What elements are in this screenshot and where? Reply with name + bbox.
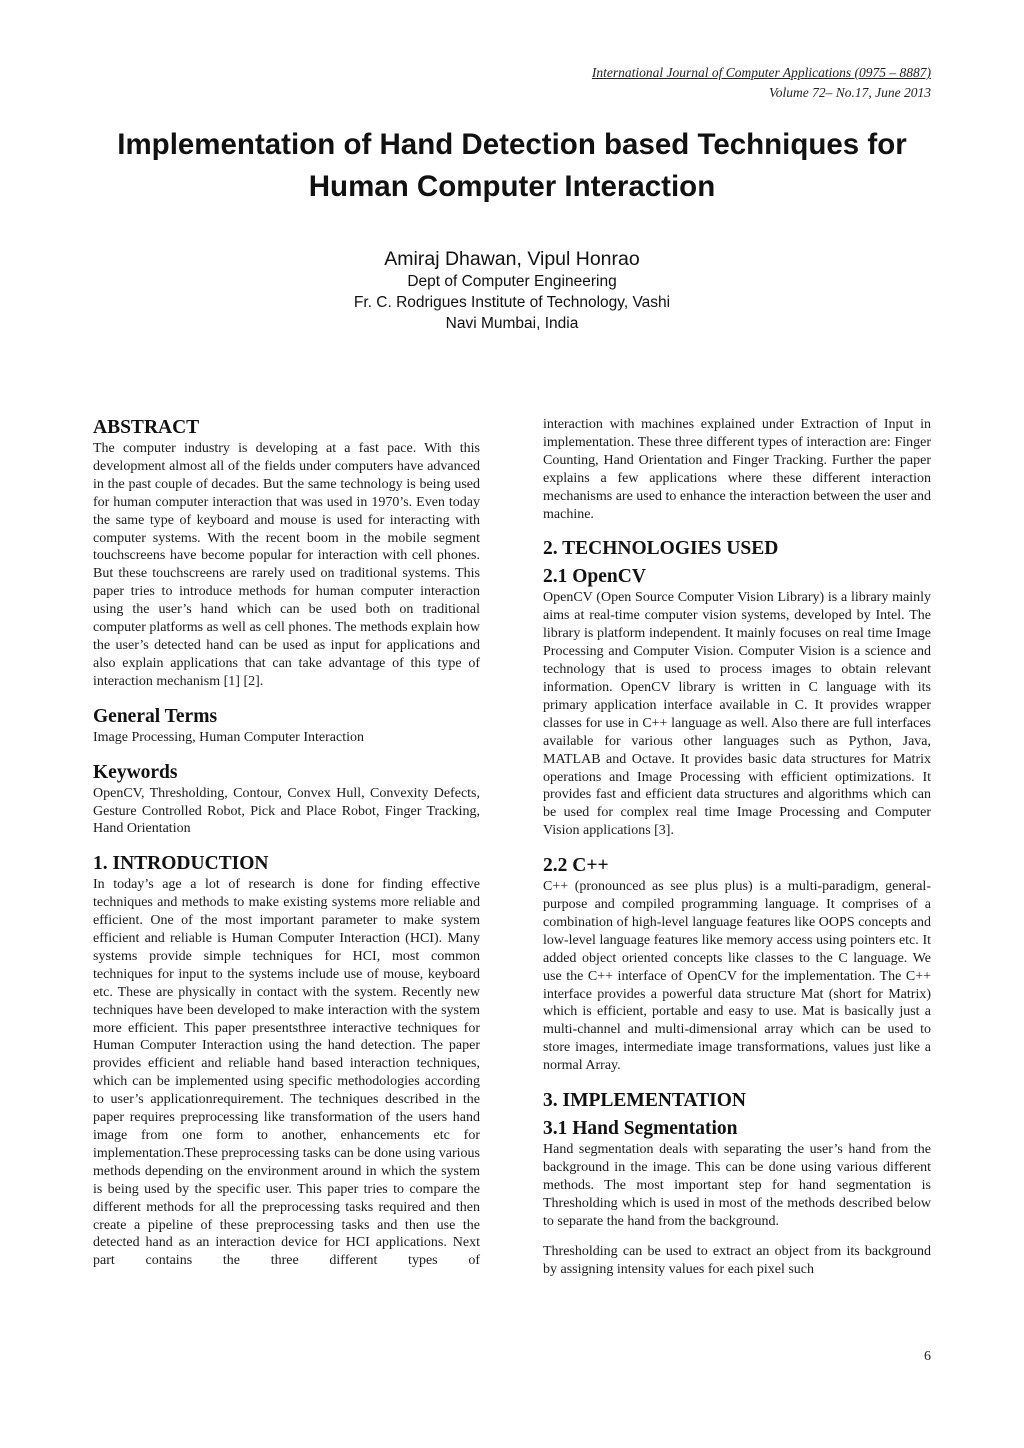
author-dept: Dept of Computer Engineering — [407, 273, 617, 290]
implementation-heading: 3. IMPLEMENTATION — [543, 1090, 746, 1112]
journal-name: International Journal of Computer Applications (0975 – 8887) — [591, 65, 931, 80]
page-number: 6 — [924, 1349, 931, 1364]
cpp-text: C++ (pronounced as see plus plus) is a multi-paradigm, general-purpose and compiled programming language. It comprises of a combination of high-level language features like OOPS concepts and low-level language features like memory access using pointers etc. It added object oriented concepts like classes to the C language. We use the C++ interface of OpenCV for the implementation. The C++ interface provides a powerful data structure Mat (short for Matrix) which is efficient, portable and easy to use. Mat is basically just a multi-channel and multi-dimensional array which can be used to store images, intermediate image transformations, values just like a normal Array. — [543, 879, 931, 1074]
opencv-heading: 2.1 OpenCV — [543, 566, 646, 588]
thresholding-text: Thresholding can be used to extract an object from its background by assigning intensity values for each pixel such — [543, 1243, 931, 1277]
abstract-heading: ABSTRACT — [93, 417, 200, 438]
cpp-heading: 2.2 C++ — [543, 855, 609, 877]
author-institute: Fr. C. Rodrigues Institute of Technology, Vashi — [353, 294, 671, 311]
paper-title-line2: Human Computer Interaction — [308, 170, 716, 203]
author-names: Amiraj Dhawan, Vipul Honrao — [384, 248, 640, 270]
hand-segmentation-heading: 3.1 Hand Segmentation — [543, 1118, 738, 1140]
paper-title-line1: Implementation of Hand Detection based Techniques for — [117, 128, 907, 161]
author-location: Navi Mumbai, India — [445, 315, 579, 332]
author-block — [212, 247, 812, 334]
keywords-text: OpenCV, Thresholding, Contour, Convex Hull, Convexity Defects, Gesture Controlled Robot, Pick and Place Robot, Finger Tracking, Hand Orientation — [93, 785, 480, 837]
technologies-heading: 2. TECHNOLOGIES USED — [543, 538, 779, 560]
left-column — [93, 416, 480, 1270]
abstract-text: The computer industry is developing at a fast pace. With this development almost all of the fields under computers have advanced in the past couple of decades. But the same technology is being used for human computer interaction that was used in 1970’s. Even today the same type of keyboard and mouse is used for interacting with computer systems. With the recent boom in the mobile segment touchscreens have become popular for interaction with cell phones. But these touchscreens are rarely used on traditional systems. This paper tries to introduce methods for human computer interaction using the user’s hand which can be used both on traditional computer platforms as well as cell phones. The methods explain how the user’s detected hand can be used as input for applications and also explain applications that can take advantage of this type of interaction mechanism [1] [2]. — [93, 441, 480, 689]
paper-title — [60, 124, 964, 208]
introduction-continued-text: interaction with machines explained under Extraction of Input in implementation. These three different types of interaction are: Finger Counting, Hand Orientation and Finger Tracking. Further the paper explains a few applications where these different interaction mechanisms are used to enhance the interaction between the user and machine. — [543, 417, 931, 522]
general-terms-text: Image Processing, Human Computer Interaction — [93, 729, 364, 745]
general-terms-heading: General Terms — [93, 705, 218, 727]
journal-header — [592, 63, 931, 103]
keywords-heading: Keywords — [93, 761, 178, 783]
introduction-text: In today’s age a lot of research is done for finding effective techniques and methods to make existing systems more reliable and efficient. One of the most important parameter to make system efficient and reliable is Human Computer Interaction (HCI). Many systems provide simple techniques for HCI, most common techniques for input to the systems include use of mouse, keyboard etc. These are physically in contact with the system. Recently new techniques have been developed to make interaction with the system more efficient. This paper presentsthree interactive techniques for Human Computer Interaction using the hand detection. The paper provides efficient and reliable hand based interaction techniques, which can be implemented using specific methodologies according to user’s applicationrequirement. The techniques described in the paper requires preprocessing like transformation of the users hand image from one form to another, enhancements etc for implementation.These preprocessing tasks can be done using various methods depending on the environment around in which the system is being used by the specific user. This paper tries to compare the different methods for all the preprocessing tasks required and then create a pipeline of these preprocessing tasks and then use the detected hand as an interaction device for HCI applications. Next part contains the three different types of — [93, 877, 480, 1269]
right-column — [543, 416, 931, 1278]
journal-volume: Volume 72– No.17, June 2013 — [769, 85, 931, 100]
opencv-text: OpenCV (Open Source Computer Vision Library) is a library mainly aims at real-time computer vision systems, developed by Intel. The library is platform independent. It mainly focuses on real time Image Processing and Computer Vision. Computer Vision is a science and technology that is used to process images to obtain relevant information. OpenCV library is written in C language with its primary application interface available in C. It provides wrapper classes for use in C++ language as well. Also there are full interfaces available for various other languages such as Python, Java, MATLAB and Octave. It provides basic data structures for Matrix operations and Image Processing with efficient optimizations. It provides fast and efficient data structures and algorithms which can be used for complex real time Image Processing and Computer Vision applications [3]. — [543, 590, 931, 839]
hand-segmentation-text: Hand segmentation deals with separating the user’s hand from the background in the image. This can be done using various different methods. The most important step for hand segmentation is Thresholding which is used in most of the methods described below to separate the hand from the background. — [543, 1142, 931, 1229]
introduction-heading: 1. INTRODUCTION — [93, 853, 269, 875]
